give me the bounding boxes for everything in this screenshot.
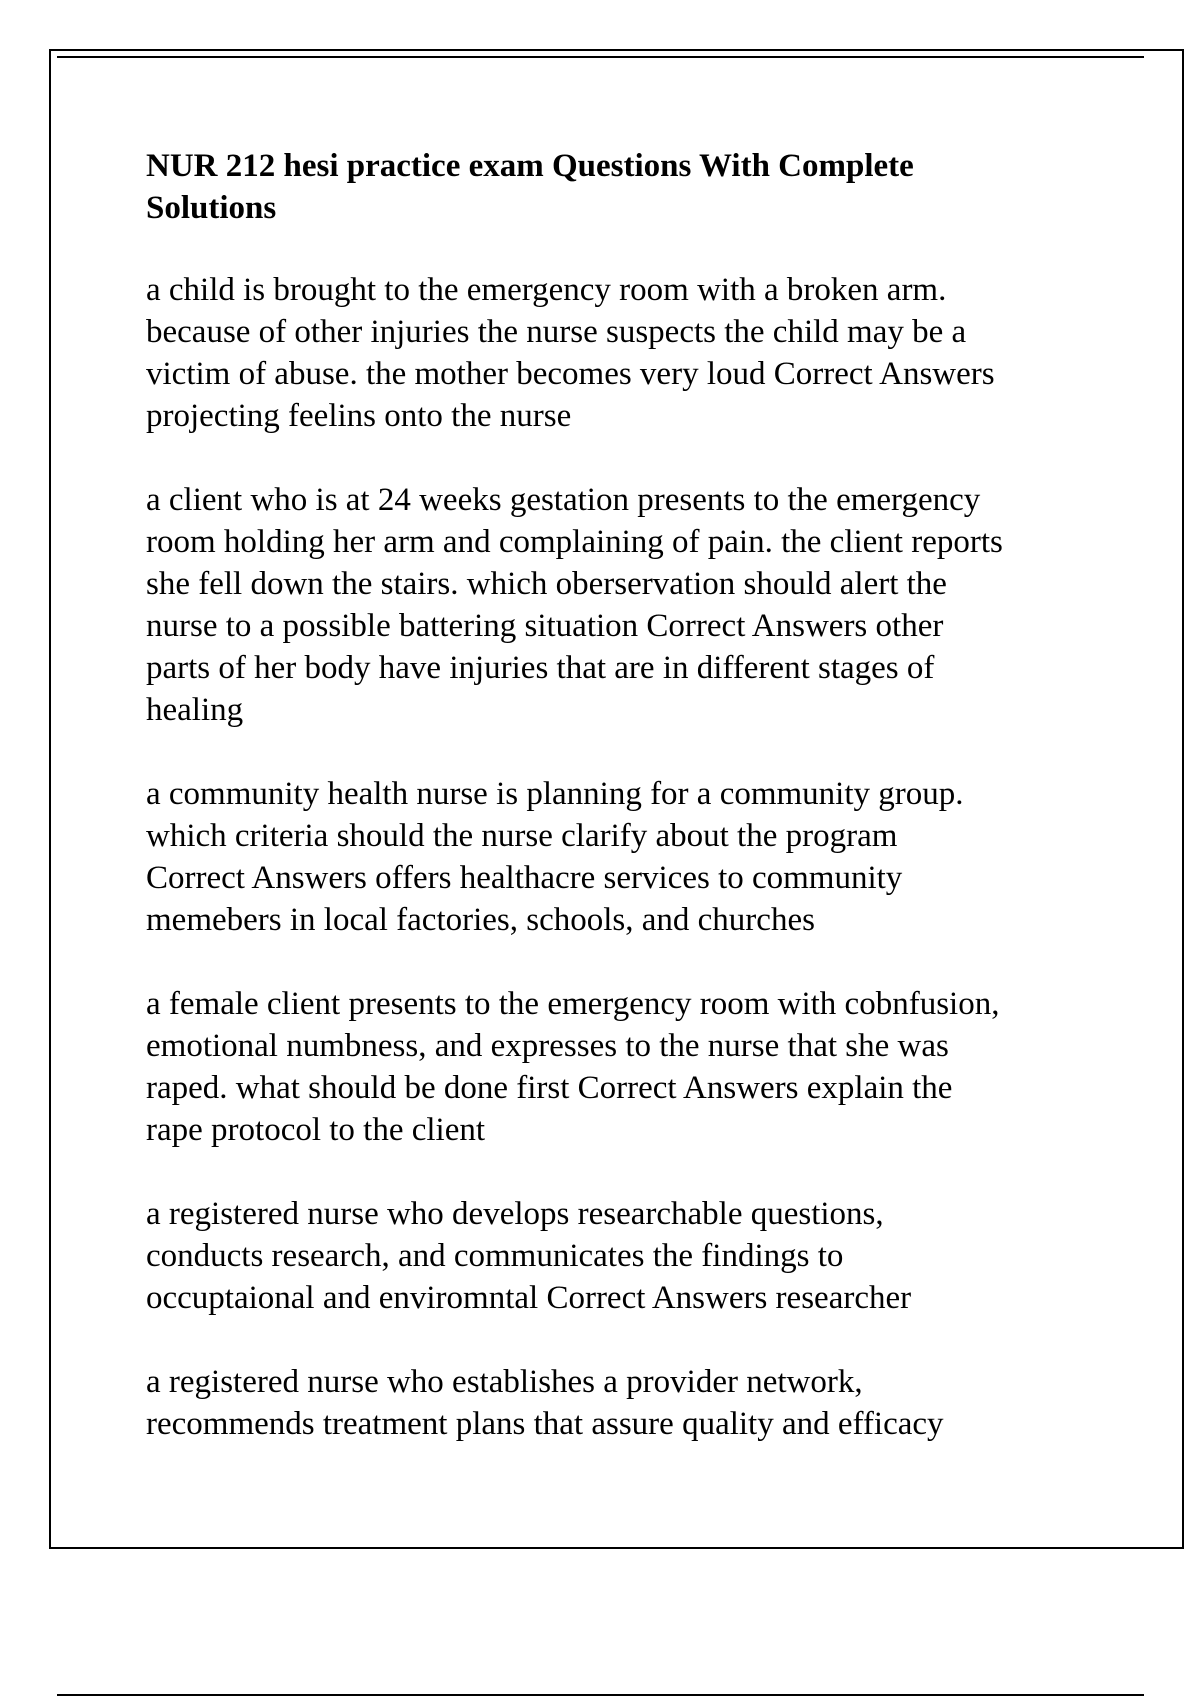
qa-item: a registered nurse who develops researchable questions, conducts research, and communicates the findings to occuptaional and enviromntal Correct Answers researcher bbox=[146, 1196, 912, 1316]
qa-item: a client who is at 24 weeks gestation presents to the emergency room holding her arm and complaining of pain. the client reports she fell down the stairs. which oberservation should alert the nurse to a possible battering situation Correct Answers other parts of her body have injuries that are in different stages of healing bbox=[146, 482, 1003, 728]
footer-rule bbox=[57, 1694, 1144, 1696]
document-body bbox=[146, 145, 1106, 1487]
qa-item: a child is brought to the emergency room with a broken arm. because of other injuries the nurse suspects the child may be a victim of abuse. the mother becomes very loud Correct Answers projecting feelins onto the nurse bbox=[146, 272, 995, 434]
qa-item: a registered nurse who establishes a provider network, recommends treatment plans that assure quality and efficacy bbox=[146, 1364, 944, 1442]
qa-item: a community health nurse is planning for a community group. which criteria should the nurse clarify about the program Correct Answers offers healthacre services to community memebers in local factories, schools, and churches bbox=[146, 776, 964, 938]
qa-item: a female client presents to the emergency room with cobnfusion, emotional numbness, and expresses to the nurse that she was raped. what should be done first Correct Answers explain the rape protocol to the client bbox=[146, 986, 1000, 1148]
header-rule bbox=[57, 56, 1144, 58]
document-title: NUR 212 hesi practice exam Questions With Complete Solutions bbox=[146, 148, 914, 226]
